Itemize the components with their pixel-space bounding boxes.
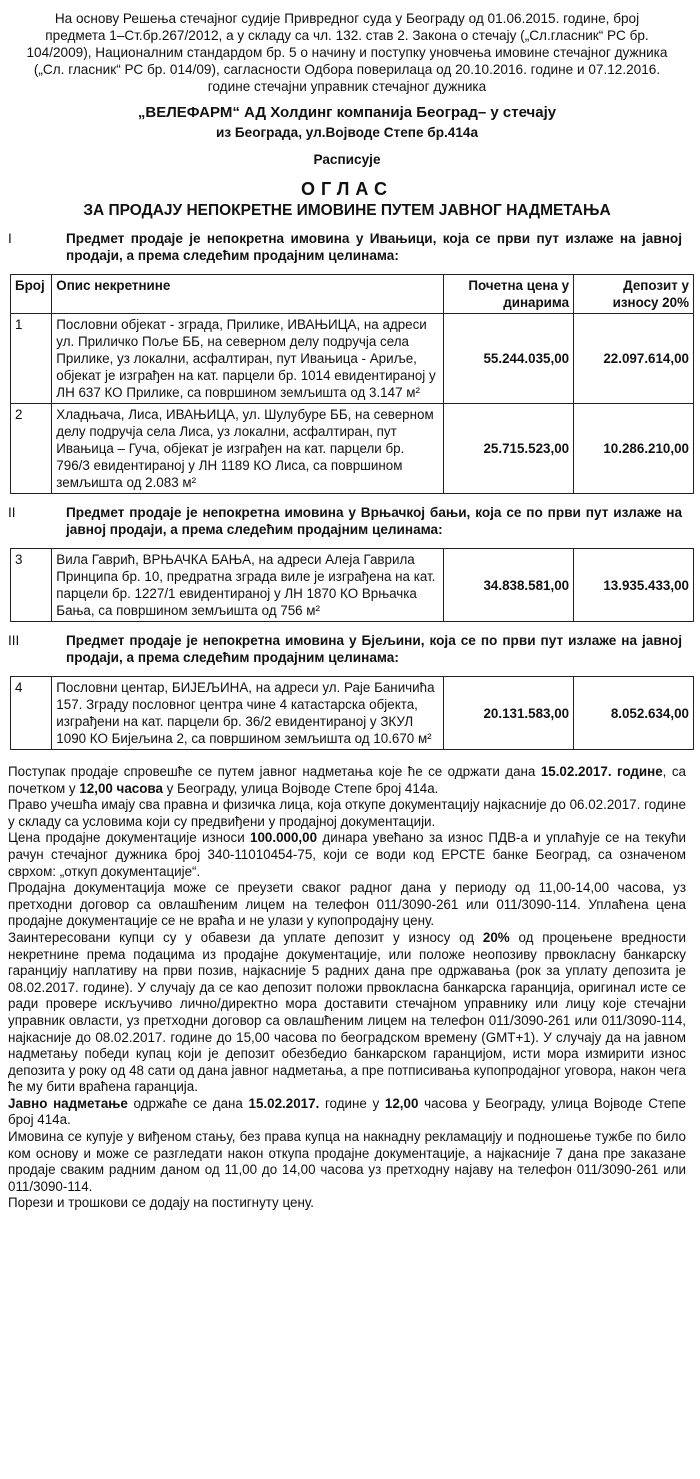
property-sections xyxy=(8,230,689,750)
column-header-desc: Опис некретнине xyxy=(52,275,444,314)
cell-price: 25.715.523,00 xyxy=(444,404,574,494)
paragraph-documentation-pickup: Продајна документација може се преузети сваког радног дана у периоду од 11,00-14,00 часова, уз претходни договор са овлашћеним лицем на телефон 011/3090-261 или 011/3090-114. Уплаћена цена продајне документације се не враћа и не улази у купопродајну цену. xyxy=(8,880,686,929)
text-run: Цена продајне документације износи xyxy=(8,830,251,846)
intro-paragraph: На основу Решења стечајног судије Привредног суда у Београду од 01.06.2015. године, број предмета 1–Ст.бр.267/2012, а у складу са чл. 132. став 2. Закона о стечају („Сл.гласник“ РС бр. 104/2009), Националним стандардом бр. 5 о начину и поступку уновчења имовине стечајног дужника („Сл. гласник“ РС бр. 014/09), сагласности Одбора поверилаца од 20.10.2016. године и 07.12.2016. године стечајни управник стечајног дужника xyxy=(26,11,668,94)
notice-subtitle: ЗА ПРОДАЈУ НЕПОКРЕТНЕ ИМОВИНЕ ПУТЕМ ЈАВНОГ НАДМЕТАЊА xyxy=(83,202,611,219)
section-heading xyxy=(8,632,686,666)
cell-desc: Пословни центар, БИЈЕЉИНА, на адреси ул. Раје Баничића 157. Зграду пословног центра чине 4 катастарска објекта, изграђени на кат. парцели бр. 36/2 евидентираној у ЗКУЛ 1090 КО Бијељина 2, са површином земљишта од 10.670 м² xyxy=(52,677,444,750)
paragraph-condition: Имовина се купује у виђеном стању, без права купца на накнадну рекламацију и подношење тужбе по било ком основу и може се разгледати након откупа продајне документације, а најкасније 7 дана пре заказане продаје сваким радним даном од 11,00 до 14,00 часова уз претходну најаву на телефон 011/3090-261 или 011/3090-114. xyxy=(8,1129,686,1194)
text-run: , са почетком у xyxy=(8,764,686,796)
paragraph-participation: Право учешћа имају сва правна и физичка лица, која откупе документацију најкасније до 06.02.2017. године у складу са условима који су предвиђени у продајној документацији. xyxy=(8,797,686,829)
text-run: Поступак продаје спровешће се путем јавног надметања које ће се одржати дана xyxy=(8,764,541,779)
table-row xyxy=(11,404,694,494)
property-table xyxy=(10,548,694,622)
table-row xyxy=(11,677,694,750)
cell-no: 1 xyxy=(11,314,52,404)
property-table xyxy=(10,676,694,750)
text-run: динара увећано за износ ПДВ-а и уплаћује се на текући рачун стечајног дужника број 340-11010454-75, који се води код ЕРСТЕ банке Београд, са означеном сврхом: „откуп документације“. xyxy=(8,830,686,879)
cell-price: 55.244.035,00 xyxy=(444,314,574,404)
text-run: од процењене вредности некретнине према подацима из продајне документације, или положе неопозиву првокласну банкарску гаранцију наплативу на први позив, најкасније 5 радних дана пре одржавања (рок за уплату депозита је 08.02.2017. године). У случају да се као депозит положи првокласна банкарска гаранција, оригинал исте се ради провере искључиво лично/директно мора доставити стечајном управнику или лицу које стечајни управник овласти, уз претходни договор са овлашћеним лицем на телефон 011/3090-261 или 011/3090-114, најкасније до 08.02.2017. године до 15,00 часова по београдском времену (GMT+1). У случају да на јавном надметању победи купац који је депозит обезбедио банкарском гаранцијом, исти мора измирити износ депозита у року од 48 сати од дана јавног надметања, а пре потписивања купопродајног уговора, након чега ће му бити враћена гаранција. xyxy=(8,929,686,1095)
notice-title: ОГЛАС xyxy=(301,179,393,199)
public-auction-label: Јавно надметање xyxy=(8,1095,128,1111)
paragraph-taxes: Порези и трошкови се додају на постигнуту цену. xyxy=(8,1195,314,1211)
cell-desc: Вила Гаврић, ВРЊАЧКА БАЊА, на адреси Алеја Гаврила Принципа бр. 10, предратна зграда виле је изграђена на кат. парцели бр. 1227/1 евидентираној у ЛН 1870 КО Врњачка Бања, са површином земљишта од 756 м² xyxy=(52,549,444,622)
company-name: „ВЕЛЕФАРМ“ АД Холдинг компанија Београд– у стечају xyxy=(137,104,557,121)
cell-no: 2 xyxy=(11,404,52,494)
paragraph-auction-date xyxy=(8,764,686,797)
paragraph-documentation-price xyxy=(8,830,686,880)
column-header-no: Број xyxy=(11,275,52,314)
column-header-deposit: Депозит у износу 20% xyxy=(574,275,694,314)
section-heading xyxy=(8,504,686,538)
cell-deposit: 10.286.210,00 xyxy=(574,404,694,494)
auction-date: 15.02.2017. xyxy=(248,1095,320,1111)
property-table xyxy=(10,274,694,494)
section-heading xyxy=(8,230,686,264)
deposit-percent: 20% xyxy=(482,929,510,945)
text-run: Заинтересовани купци су у обавези да уплате депозит у износу од xyxy=(8,929,483,945)
cell-deposit: 8.052.634,00 xyxy=(574,677,694,750)
section-text: Предмет продаје је непокретна имовина у Врњачкој бањи, која се по први пут излаже на јавној продаји, а према следећим продајним целинама: xyxy=(66,505,682,537)
cell-desc: Пословни објекат - зграда, Прилике, ИВАЊИЦА, на адреси ул. Приличко Поље ББ, на северном делу подручја села Прилике, уз локални, асфалтиран, пут Ивањица - Ариље, објекат је изграђен на кат. парцели бр. 1014 евидентираној у ЛН 637 КО Прилике, са површином земљишта од 3.147 м² xyxy=(52,314,444,404)
terms-text xyxy=(8,764,686,1212)
section-text: Предмет продаје је непокретна имовина у Ивањици, која се први пут излаже на јавној продаји, а према следећим продајним целинама: xyxy=(66,231,682,263)
paragraph-public-auction xyxy=(8,1096,686,1129)
cell-no: 3 xyxy=(11,549,52,622)
cell-deposit: 22.097.614,00 xyxy=(574,314,694,404)
company-address: из Београда, ул.Војводе Степе бр.414а xyxy=(215,125,479,140)
text-run: у Београду, улица Војводе Степе број 414а. xyxy=(162,780,439,796)
table-header-row xyxy=(11,275,694,314)
text-run: часова у Београду, улица Војводе Степе број 414а. xyxy=(8,1095,686,1128)
auction-time: 12,00 xyxy=(384,1095,419,1111)
text-run: одржаће се дана xyxy=(127,1095,249,1111)
table-row xyxy=(11,549,694,622)
section-number: I xyxy=(8,231,12,246)
cell-price: 20.131.583,00 xyxy=(444,677,574,750)
text-run: године у xyxy=(319,1095,385,1111)
auction-date: 15.02.2017. године xyxy=(540,764,663,779)
section-text: Предмет продаје је непокретна имовина у Бјељини, која се по први пут излаже на јавној продаји, а према следећим продајним целинама: xyxy=(66,633,682,665)
table-row xyxy=(11,314,694,404)
section-number: III xyxy=(8,633,20,648)
cell-no: 4 xyxy=(11,677,52,750)
auction-time: 12,00 часова xyxy=(79,780,163,796)
section-number: II xyxy=(8,505,16,520)
column-header-price: Почетна цена у динарима xyxy=(444,275,574,314)
cell-price: 34.838.581,00 xyxy=(444,549,574,622)
paragraph-deposit xyxy=(8,930,686,1096)
documentation-price: 100.000,00 xyxy=(250,830,318,846)
cell-deposit: 13.935.433,00 xyxy=(574,549,694,622)
cell-desc: Хладњача, Лиса, ИВАЊИЦА, ул. Шулубуре ББ, на северном делу подручја села Лиса, уз локални, асфалтиран, пут Ивањица – Гуча, објекат је изграђен на кат. парцели бр. 796/3 евидентираној у ЛН 1189 КО Лиса, са површином земљишта од 2.083 м² xyxy=(52,404,444,494)
announces-label: Расписује xyxy=(313,152,381,167)
